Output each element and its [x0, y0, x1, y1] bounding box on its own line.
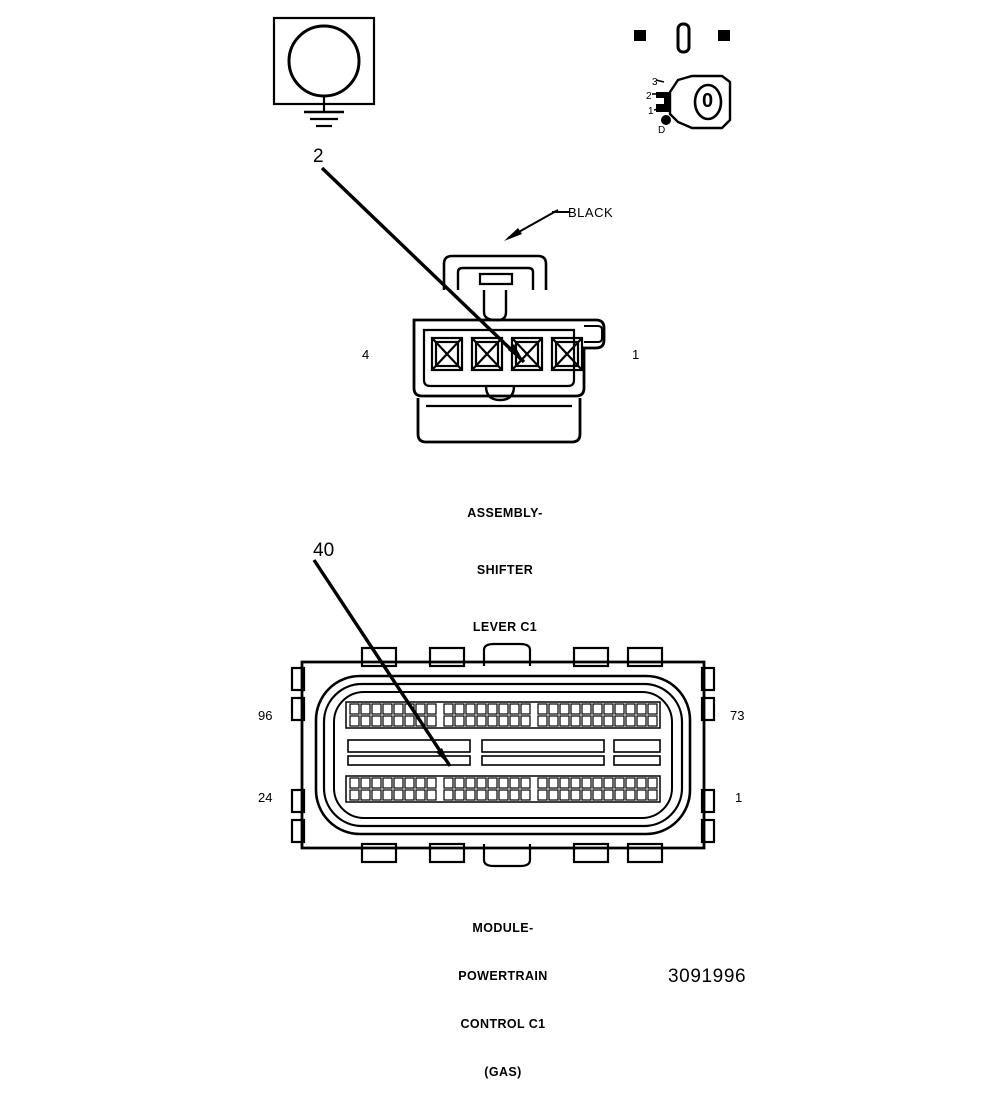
callout-number-40: 40: [313, 540, 335, 561]
ignition-key-symbol: [626, 20, 746, 145]
pcm-caption-line-3: CONTROL C1: [460, 1017, 546, 1031]
pcm-pin-1: 1: [735, 790, 743, 805]
pcm-caption-line-4: (GAS): [484, 1065, 522, 1079]
key-position-0: 0: [702, 90, 714, 112]
pcm-pin-24: 24: [258, 790, 273, 805]
pcm-pin-73: 73: [730, 708, 745, 723]
shifter-lever-connector: [400, 238, 630, 453]
shifter-caption-line-2: SHIFTER: [476, 563, 534, 577]
part-number: 3091996: [668, 966, 747, 987]
key-position-d: D: [658, 125, 666, 136]
pcm-pin-96: 96: [258, 708, 273, 723]
shifter-pin-left: 4: [362, 347, 370, 362]
shifter-caption-line-3: LEVER C1: [472, 620, 538, 634]
shifter-pin-right: 1: [632, 347, 640, 362]
connector-color-label: BLACK: [568, 205, 614, 220]
key-position-1: 1: [648, 106, 654, 117]
shifter-caption-line-1: ASSEMBLY-: [467, 506, 543, 520]
pcm-caption: [403, 888, 603, 1112]
pcm-divider-bars: [348, 740, 660, 765]
ground-symbol: [270, 14, 380, 134]
key-position-2: 2: [646, 91, 652, 102]
pcm-caption-line-2: POWERTRAIN: [458, 969, 548, 983]
key-position-3: 3: [652, 77, 658, 88]
pcm-terminal-row-bottom: [350, 778, 657, 800]
pcm-terminal-row-top: [350, 704, 657, 726]
pcm-caption-line-1: MODULE-: [472, 921, 534, 935]
callout-number-2: 2: [313, 146, 324, 167]
pcm-connector: [288, 640, 718, 870]
